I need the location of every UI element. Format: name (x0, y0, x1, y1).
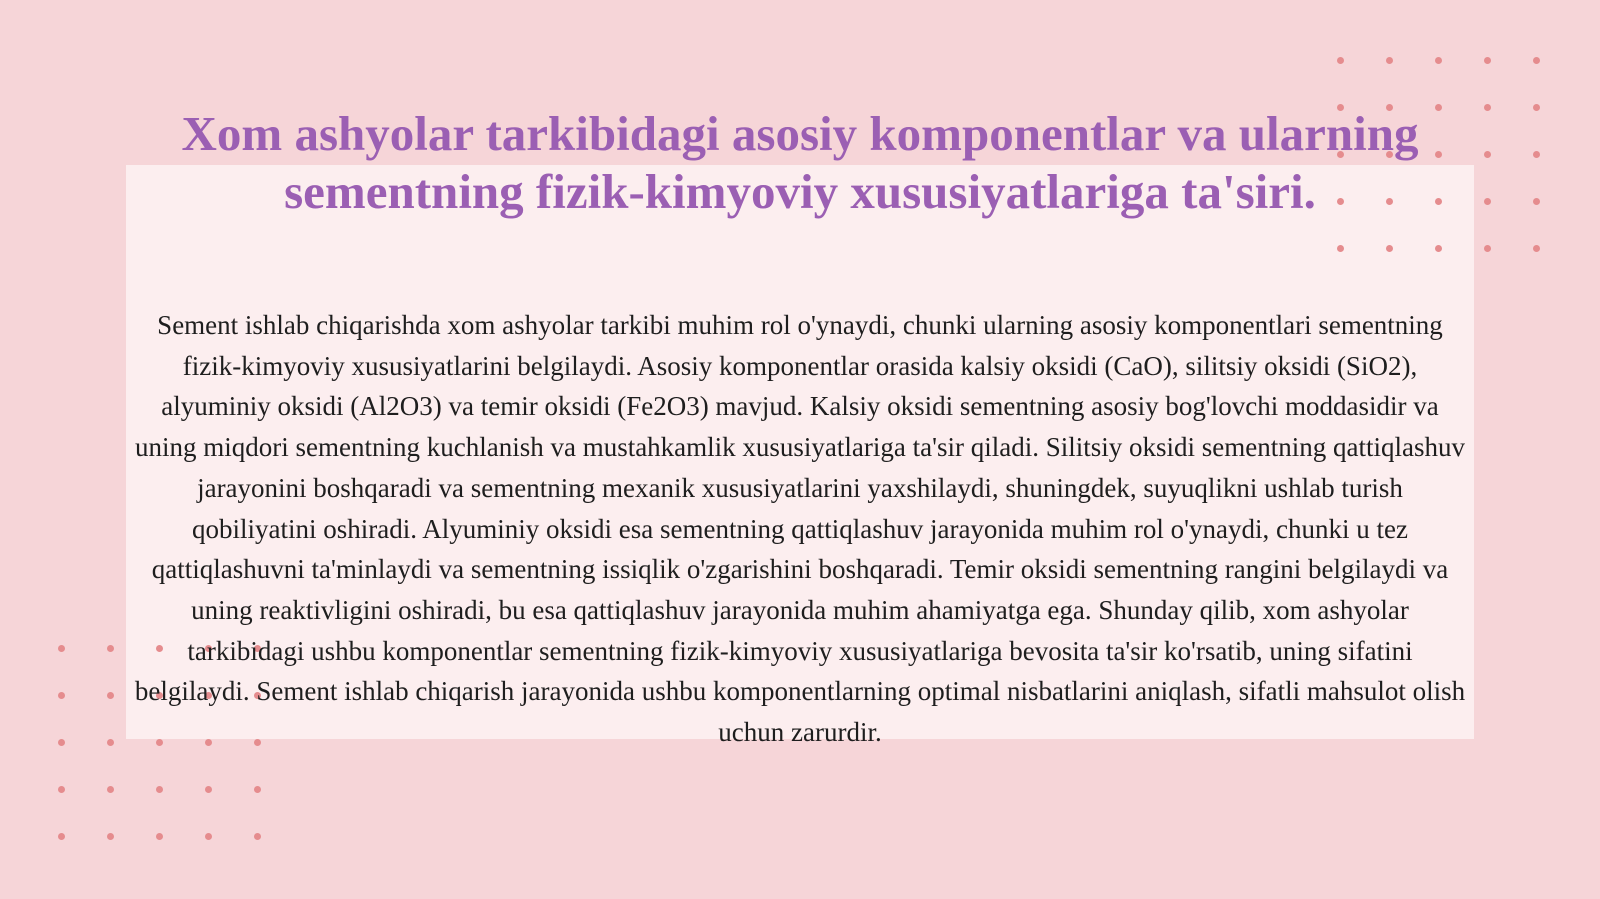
decorative-dot (1484, 245, 1491, 252)
slide-title: Xom ashyolar tarkibidagi asosiy komponentlar va ularning sementning fizik-kimyoviy xususiyatlariga ta'siri. (181, 106, 1419, 219)
decorative-dot (205, 833, 212, 840)
decorative-dot (205, 786, 212, 793)
decorative-dot (1386, 57, 1393, 64)
decorative-dot (107, 786, 114, 793)
decorative-dot (58, 692, 65, 699)
decorative-dot (156, 833, 163, 840)
decorative-dot (58, 645, 65, 652)
decorative-dot (107, 739, 114, 746)
decorative-dot (254, 833, 261, 840)
decorative-dot (1435, 245, 1442, 252)
decorative-dot (107, 833, 114, 840)
decorative-dot (1533, 198, 1540, 205)
decorative-dot (58, 833, 65, 840)
decorative-dot (1533, 151, 1540, 158)
slide-body-text: Sement ishlab chiqarishda xom ashyolar tarkibi muhim rol o'ynaydi, chunki ularning asosiy komponentlari sementning fizik-kimyoviy xususiyatlarini belgilaydi. Asosiy komponentlar orasida kalsiy oksidi (CaO), silitsiy oksidi (SiO2), alyuminiy oksidi (Al2O3) va temir oksidi (Fe2O3) mavjud. Kalsiy oksidi sementning asosiy bog'lovchi moddasidir va uning miqdori sementning kuchlanish va mustahkamlik xususiyatlariga ta'sir qiladi. Silitsiy oksidi sementning qattiqlashuv jarayonini boshqaradi va sementning mexanik xususiyatlarini yaxshilaydi, shuningdek, suyuqlikni ushlab turish qobiliyatini oshiradi. Alyuminiy oksidi esa sementning qattiqlashuv jarayonida muhim rol o'ynaydi, chunki u tez qattiqlashuvni ta'minlaydi va sementning issiqlik o'zgarishini boshqaradi. Temir oksidi sementning rangini belgilaydi va uning reaktivligini oshiradi, bu esa qattiqlashuv jarayonida muhim ahamiyatga ega. Shunday qilib, xom ashyolar tarkibidagi ushbu komponentlar sementning fizik-kimyoviy xususiyatlariga bevosita ta'sir ko'rsatib, uning sifatini belgilaydi. Sement ishlab chiqarish jarayonida ushbu komponentlarning optimal nisbatlarini aniqlash, sifatli mahsulot olish uchun zarurdir. (134, 310, 1466, 748)
decorative-dot (58, 739, 65, 746)
decorative-dot (1533, 104, 1540, 111)
decorative-dot (107, 692, 114, 699)
decorative-dot (1484, 57, 1491, 64)
decorative-dot (1386, 245, 1393, 252)
decorative-dot (156, 786, 163, 793)
decorative-dot (1533, 245, 1540, 252)
decorative-dot (58, 786, 65, 793)
decorative-dot (107, 645, 114, 652)
decorative-dot (1533, 57, 1540, 64)
decorative-dot (254, 786, 261, 793)
decorative-dot (1337, 245, 1344, 252)
decorative-dot (1337, 57, 1344, 64)
decorative-dot (1435, 57, 1442, 64)
